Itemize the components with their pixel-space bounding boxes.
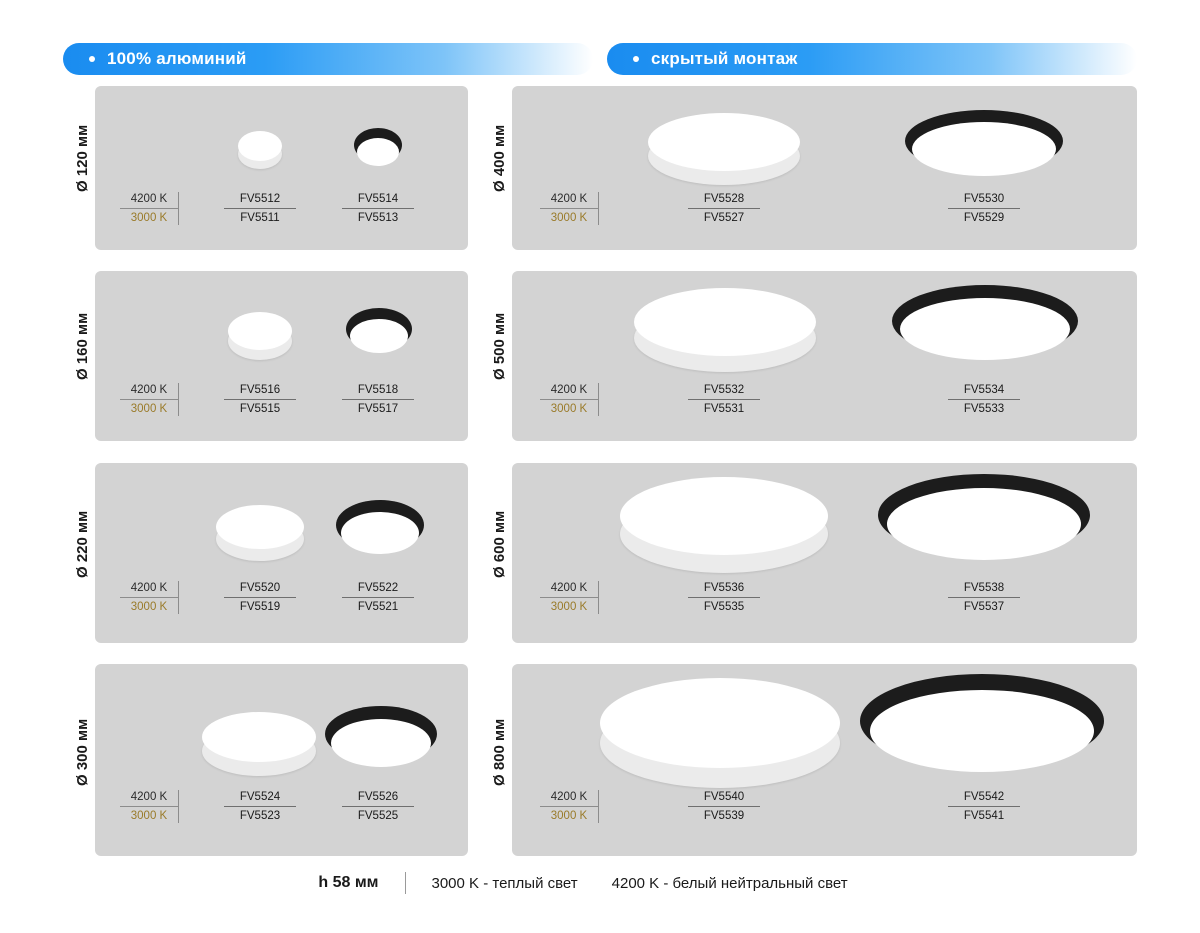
size-label: Ø 300 мм (74, 718, 91, 786)
footer-legend (0, 872, 1200, 894)
code-warm: FV5515 (239, 403, 281, 415)
code-warm: FV5523 (239, 810, 281, 822)
kelvin-neutral: 4200 K (120, 580, 178, 598)
code-neutral: FV5518 (342, 382, 414, 400)
lamp-white (228, 312, 292, 360)
code-pair (948, 580, 1020, 615)
kelvin-legend (540, 789, 598, 824)
code-warm: FV5527 (703, 212, 745, 224)
code-neutral: FV5542 (948, 789, 1020, 807)
kelvin-neutral: 4200 K (540, 789, 598, 807)
size-label: Ø 500 мм (491, 312, 508, 380)
kelvin-neutral: 4200 K (540, 191, 598, 209)
code-neutral: FV5540 (688, 789, 760, 807)
code-pair (688, 789, 760, 824)
dot-bullet-icon (633, 56, 639, 62)
banner-label: 100% алюминий (107, 49, 247, 68)
lamp-white (648, 113, 800, 185)
code-warm: FV5539 (703, 810, 745, 822)
kelvin-warm: 3000 K (550, 403, 588, 415)
lamp-black (860, 674, 1104, 790)
lamp-black (346, 308, 412, 360)
code-warm: FV5513 (357, 212, 399, 224)
code-pair (342, 789, 414, 824)
code-pair (688, 580, 760, 615)
lamp-white (216, 505, 304, 561)
height-label: h 58 мм (318, 874, 379, 891)
code-neutral: FV5526 (342, 789, 414, 807)
size-label: Ø 120 мм (74, 124, 91, 192)
code-neutral: FV5534 (948, 382, 1020, 400)
code-neutral: FV5524 (224, 789, 296, 807)
dot-bullet-icon (89, 56, 95, 62)
code-pair (224, 789, 296, 824)
size-label: Ø 160 мм (74, 312, 91, 380)
code-warm: FV5531 (703, 403, 745, 415)
kelvin-legend (120, 580, 178, 615)
kelvin-warm: 3000 K (130, 810, 168, 822)
size-label: Ø 600 мм (491, 510, 508, 578)
code-neutral: FV5536 (688, 580, 760, 598)
code-pair (948, 382, 1020, 417)
kelvin-warm: 3000 K (550, 601, 588, 613)
code-warm: FV5537 (963, 601, 1005, 613)
lamp-white (600, 678, 840, 788)
code-warm: FV5541 (963, 810, 1005, 822)
code-pair (224, 382, 296, 417)
kelvin-legend (540, 580, 598, 615)
kelvin-legend (540, 191, 598, 226)
code-neutral: FV5516 (224, 382, 296, 400)
kelvin-neutral: 4200 K (540, 382, 598, 400)
code-pair (688, 191, 760, 226)
kelvin-legend (120, 382, 178, 417)
code-warm: FV5529 (963, 212, 1005, 224)
code-warm: FV5517 (357, 403, 399, 415)
code-warm: FV5521 (357, 601, 399, 613)
code-warm: FV5519 (239, 601, 281, 613)
lamp-white (634, 288, 816, 372)
code-neutral: FV5514 (342, 191, 414, 209)
kelvin-neutral: 4200 K (120, 789, 178, 807)
lamp-black (878, 474, 1090, 576)
code-neutral: FV5522 (342, 580, 414, 598)
code-pair (688, 382, 760, 417)
lamp-white (238, 131, 282, 169)
kelvin-warm: 3000 K (130, 601, 168, 613)
banner-aluminium (63, 43, 593, 75)
code-pair (948, 191, 1020, 226)
code-pair (342, 191, 414, 226)
lamp-white (202, 712, 316, 776)
kelvin-legend (120, 191, 178, 226)
note-neutral: 4200 K - белый нейтральный свет (611, 874, 848, 892)
kelvin-warm: 3000 K (550, 212, 588, 224)
kelvin-warm: 3000 K (130, 403, 168, 415)
kelvin-warm: 3000 K (550, 810, 588, 822)
kelvin-neutral: 4200 K (120, 191, 178, 209)
code-warm: FV5511 (240, 212, 280, 224)
size-label: Ø 220 мм (74, 510, 91, 578)
kelvin-neutral: 4200 K (120, 382, 178, 400)
code-neutral: FV5520 (224, 580, 296, 598)
code-pair (342, 382, 414, 417)
code-pair (224, 580, 296, 615)
kelvin-neutral: 4200 K (540, 580, 598, 598)
code-warm: FV5533 (963, 403, 1005, 415)
lamp-black (905, 110, 1063, 188)
divider (405, 872, 406, 894)
size-label: Ø 800 мм (491, 718, 508, 786)
code-neutral: FV5530 (948, 191, 1020, 209)
lamp-black (325, 706, 437, 776)
code-pair (948, 789, 1020, 824)
note-warm: 3000 K - теплый свет (431, 874, 578, 892)
size-label: Ø 400 мм (491, 124, 508, 192)
code-warm: FV5525 (357, 810, 399, 822)
code-neutral: FV5528 (688, 191, 760, 209)
code-neutral: FV5532 (688, 382, 760, 400)
code-neutral: FV5538 (948, 580, 1020, 598)
lamp-black (336, 500, 424, 562)
code-pair (342, 580, 414, 615)
lamp-black (892, 285, 1078, 375)
lamp-black (354, 128, 402, 170)
code-warm: FV5535 (703, 601, 745, 613)
kelvin-legend (540, 382, 598, 417)
kelvin-warm: 3000 K (130, 212, 168, 224)
banner-label: скрытый монтаж (651, 49, 798, 68)
lamp-white (620, 477, 828, 573)
kelvin-legend (120, 789, 178, 824)
banner-hidden-mount (607, 43, 1137, 75)
code-pair (224, 191, 296, 226)
code-neutral: FV5512 (224, 191, 296, 209)
